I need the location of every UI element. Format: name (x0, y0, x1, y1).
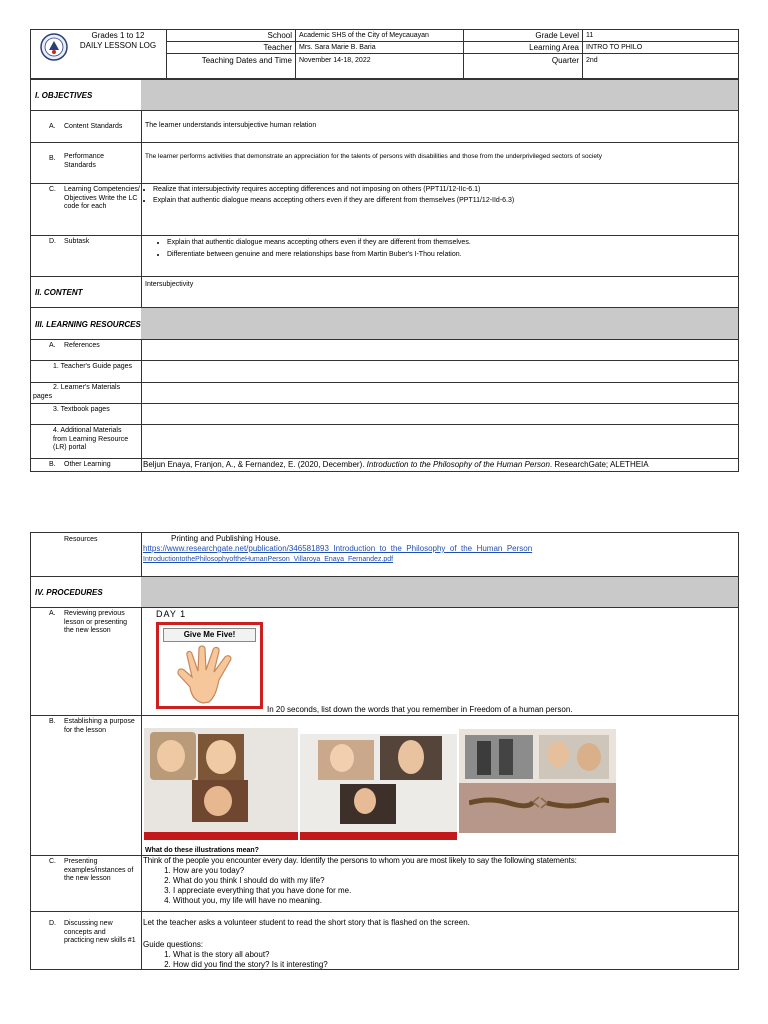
school-label: School (267, 31, 292, 40)
grade-value: 11 (586, 32, 594, 39)
illustrations-question: What do these illustrations mean? (145, 847, 259, 854)
references-row: A. References (30, 339, 739, 361)
content-standards-label: Content Standards (64, 123, 123, 130)
reviewing-row: A. Reviewing previous lesson or presenting the new lesson DAY 1 Give Me Five! In 20 seconds, list down the words that you remember in Freedom of a human person. (30, 607, 739, 716)
textbook-pages-label: 3. Textbook pages (53, 406, 110, 413)
researchgate-link[interactable]: https://www.researchgate.net/publication/346581893_Introduction_to_the_Philosophy_of_the_Human_Person (143, 544, 533, 553)
give-me-five-title: Give Me Five! (183, 630, 236, 639)
area-label: Learning Area (529, 43, 579, 52)
reviewing-instruction: In 20 seconds, list down the words that you remember in Freedom of a human person. (267, 705, 573, 714)
quarter-label: Quarter (551, 56, 579, 65)
other-resources-label: Other Learning (64, 461, 111, 468)
resources-heading: III. LEARNING RESOURCES (35, 320, 141, 329)
statements-list (143, 866, 351, 906)
list-item: 3. I appreciate everything that you have done for me. (173, 886, 351, 896)
procedures-heading: IV. PROCEDURES (35, 588, 103, 597)
list-item: 1. How are you today? (173, 866, 351, 876)
competencies-list (139, 186, 753, 205)
subtask-row: D. Subtask • Explain that authentic dialogue means accepting others even if they are different from themselves. • Differentiate between genuine and mere relationships base from Martin Buber's I-Thou relation. (30, 235, 739, 277)
performance-standards-row: B. Performance Standards The learner performs activities that demonstrate an appreciation for the talents of persons with disabilities and those from the underprivileged sectors of society (30, 142, 739, 184)
illustration-relationships-image (459, 729, 616, 833)
open-hand-icon (173, 645, 249, 705)
teachers-guide-row (30, 360, 739, 383)
reviewing-label: Reviewing previous lesson or presenting the new lesson (64, 610, 128, 634)
performance-standards-value: The learner performs activities that demonstrate an appreciation for the talents of persons with disabilities and those from the underprivileged sectors of society (145, 153, 603, 160)
textbook-pages-row (30, 403, 739, 425)
list-item: • Explain that authentic dialogue means accepting others even if they are different from themselves (PPT11/12-IId-6.3) (153, 197, 753, 206)
quarter-value: 2nd (586, 57, 598, 64)
objectives-heading: I. OBJECTIVES (35, 91, 93, 100)
teacher-value: Mrs. Sara Marie B. Baria (299, 44, 376, 51)
establishing-purpose-row: B. Establishing a purpose for the lesson What do these illustrations mean? (30, 715, 739, 856)
objectives-heading-row (30, 79, 739, 111)
presenting-intro: Think of the people you encounter every day. Identify the persons to whom you are most likely to say the following statements: (143, 856, 577, 865)
teachers-guide-label: 1. Teacher's Guide pages (53, 363, 133, 370)
dates-label: Teaching Dates and Time (201, 56, 292, 65)
area-value: INTRO TO PHILO (586, 44, 643, 51)
presenting-examples-row: C. Presenting examples/instances of the new lesson Think of the people you encounter every day. Identify the persons to whom you are most likely to say the following statements: 1. How are you today? 2. What do you think I should do with my life? 3. I appreciate everything that you have done for me. 4. Without you, my life will have no meaning. (30, 855, 739, 912)
other-resources-continued-row (30, 532, 739, 577)
additional-materials-label: 4. Additional Materials from Learning Resource (LR) portal (53, 427, 129, 451)
deped-seal-logo (40, 33, 68, 61)
learners-materials-row (30, 382, 739, 404)
list-item: 4. Without you, my life will have no meaning. (173, 896, 351, 906)
resources-heading-row (30, 307, 739, 340)
learners-materials-label: 2. Learner's Materials pages (33, 384, 121, 400)
content-row (30, 276, 739, 308)
establishing-purpose-label: Establishing a purpose for the lesson (64, 718, 135, 734)
guide-questions-label: Guide questions: (143, 940, 204, 949)
content-standards-row: A. Content Standards The learner understands intersubjective human relation (30, 110, 739, 143)
list-item: • Realize that intersubjectivity requires accepting differences and not imposing on others (PPT11/12-IIc-6.1) (153, 186, 753, 195)
citation-continued: Printing and Publishing House. (171, 534, 281, 543)
list-item: 1. What is the story all about? (173, 950, 328, 960)
performance-standards-label: Performance Standards (64, 153, 105, 169)
presenting-examples-label: Presenting examples/instances of the new lesson (64, 858, 134, 882)
learning-competencies-label: Learning Competencies/ Objectives Write the LC code for each (64, 186, 140, 210)
content-value: Intersubjectivity (145, 281, 194, 288)
list-item: • Differentiate between genuine and mere relationships base from Martin Buber's I-Thou relation. (167, 251, 747, 260)
list-item: 2. What do you think I should do with my life? (173, 876, 351, 886)
illustration-laughing-image (144, 728, 298, 840)
illustration-emotions-image (300, 734, 457, 840)
subtask-label: Subtask (64, 238, 90, 245)
citation-line: Beljun Enaya, Franjon, A., & Fernandez, E. (2020, December). Introduction to the Philosophy of the Human Person. ResearchGate; ALETHEIA (143, 460, 649, 469)
subtask-list (153, 239, 747, 259)
list-item: 2. How did you find the story? Is it interesting? (173, 960, 328, 970)
grade-label: Grade Level (535, 31, 579, 40)
broken-rope-icon (469, 793, 609, 813)
references-label: References (64, 342, 100, 349)
day-label: DAY 1 (156, 609, 187, 619)
dates-value: November 14-18, 2022 (299, 57, 371, 64)
additional-materials-row (30, 424, 739, 459)
pdf-link[interactable]: IntroductiontothePhilosophyoftheHumanPerson_Villaroya_Enaya_Fernandez.pdf (143, 556, 394, 563)
guide-questions-list (143, 950, 328, 970)
list-item: • Explain that authentic dialogue means accepting others even if they are different from themselves. (167, 239, 747, 248)
content-heading: II. CONTENT (35, 288, 83, 297)
school-value: Academic SHS of the City of Meycauayan (299, 32, 429, 39)
learning-competencies-row: C. Learning Competencies/ Objectives Write the LC code for each • Realize that intersubjectivity requires accepting differences and not imposing on others (PPT11/12-IIc-6.1) • Explain that authentic dialogue means accepting others even if they are different from themselves (PPT11/12-IId-6.3) (30, 183, 739, 236)
discussing-concepts-row: D. Discussing new concepts and practicing new skills #1 Let the teacher asks a volunteer student to read the short story that is flashed on the screen. Guide questions: 1. What is the story all about? 2. How did you find the story? Is it interesting? (30, 911, 739, 970)
give-me-five-image (156, 622, 263, 709)
procedures-heading-row (30, 576, 739, 608)
other-resources-label-cont: Resources (64, 536, 98, 543)
teacher-label: Teacher (263, 43, 292, 52)
other-resources-row: B. Other Learning Beljun Enaya, Franjon, A., & Fernandez, E. (2020, December). Introduction to the Philosophy of the Human Person. ResearchGate; ALETHEIA (30, 458, 739, 472)
discussing-intro: Let the teacher asks a volunteer student to read the short story that is flashed on the screen. (143, 918, 470, 927)
content-standards-value: The learner understands intersubjective human relation (145, 122, 317, 129)
discussing-concepts-label: Discussing new concepts and practicing new skills #1 (64, 920, 136, 944)
log-title: Grades 1 to 12 DAILY LESSON LOG (79, 31, 157, 50)
